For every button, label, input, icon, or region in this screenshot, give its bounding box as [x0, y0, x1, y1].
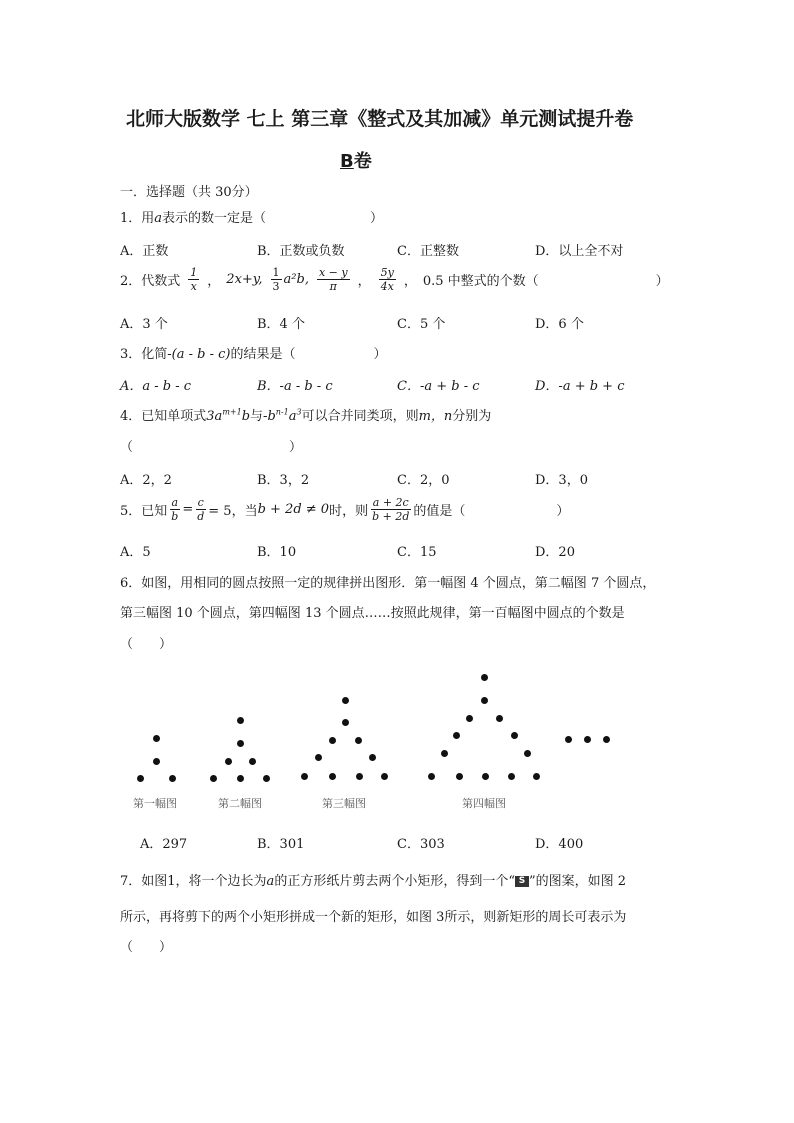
q4-vars: m，n [418, 409, 453, 424]
q1-var: a [154, 211, 163, 226]
fig4-caption: 第四幅图 [462, 797, 506, 810]
q5-option-c[interactable]: C．15 [397, 545, 437, 560]
fig4-dot [508, 773, 515, 780]
question-2: 2．代数式 $\frac{1}{x}$ ， 2x+y, $\frac{1}{3}$ a²b, $\frac{x - y}{\pi}$ ， $\frac{5y}{4x}$ ， 0.5 中整式的个数（ ） [120, 266, 669, 293]
q7-line1-b: 的正方形纸片剪去两个小矩形，得到一个“ [274, 874, 515, 889]
q5-stem-c: 时，则 [329, 504, 369, 519]
q1-option-d[interactable]: D．以上全不对 [535, 244, 624, 259]
fig4-dot [524, 750, 531, 757]
q2-stem: 2．代数式 [120, 274, 181, 289]
q6-line-2: 第三幅图 10 个圆点，第四幅图 13 个圆点……按照此规律，第一百幅图中圆点的个数是 [120, 606, 625, 621]
s-shape-icon: S [515, 876, 529, 887]
q3-option-a[interactable]: A．a - b - c [120, 379, 192, 394]
q2-tail: 0.5 中整式的个数（ ） [422, 274, 669, 289]
q4-option-a[interactable]: A．2，2 [120, 473, 172, 488]
q5-option-a[interactable]: A．5 [120, 545, 151, 560]
q7-line1-a: 7．如图1，将一个边长为 [120, 874, 267, 889]
q7-line1-c: ”的图案，如图 2 [528, 874, 627, 889]
q1-stem-a: 1．用 [120, 211, 155, 226]
fig4-dot [511, 732, 518, 739]
question-4 [120, 405, 491, 424]
fig3-dot [342, 719, 349, 726]
q5-frac-target: $\frac{a + 2c}{b + 2d}$ [372, 496, 410, 523]
q4-stem-b: 可以合并同类项，则 [301, 409, 419, 424]
q5-condition: b + 2d ≠ 0 [257, 502, 330, 517]
q7-line-2: 所示，再将剪下的两个小矩形拼成一个新的矩形，如图 3所示，则新矩形的周长可表示为 [120, 910, 627, 925]
q5-frac-cd: $\frac{c}{d}$ [197, 496, 205, 523]
q2-expr-1: $\frac{1}{x}$ [190, 266, 198, 293]
q3-option-b[interactable]: B．-a - b - c [257, 379, 333, 394]
fig3-caption: 第三幅图 [322, 797, 366, 810]
fig2-dot [263, 775, 270, 782]
q3-option-c[interactable]: C．-a + b - c [397, 379, 480, 394]
q4-option-d[interactable]: D．3，0 [535, 473, 588, 488]
q4-option-b[interactable]: B．3，2 [257, 473, 310, 488]
q6-option-c[interactable]: C．303 [397, 837, 445, 852]
q4-stem-mid: 与 [250, 409, 264, 424]
fig4-dot [496, 715, 503, 722]
q1-stem-b: 表示的数一定是（ ） [162, 211, 384, 226]
ellipsis-dot [565, 736, 572, 743]
q7-var: a [266, 874, 275, 889]
q1-option-b[interactable]: B．正数或负数 [257, 244, 345, 259]
fig3-dot [301, 773, 308, 780]
fig4-dot [481, 697, 488, 704]
fig2-dot [237, 775, 244, 782]
fig1-dot [169, 775, 176, 782]
q3-expr: -(a - b - c) [167, 347, 231, 362]
fig4-dot [441, 750, 448, 757]
fig4-dot [533, 773, 540, 780]
q2-expr-2: 2x+y, [226, 272, 263, 287]
fig4-dot [456, 773, 463, 780]
q5-stem-b: = 5，当 [208, 504, 258, 519]
fig1-dot [137, 775, 144, 782]
q5-frac-ab: $\frac{a}{b}$ [171, 496, 179, 523]
fig3-dot [329, 737, 336, 744]
fig3-dot [355, 737, 362, 744]
fig3-dot [381, 773, 388, 780]
q4-stem-c: 分别为 [452, 409, 492, 424]
q2-option-c[interactable]: C．5 个 [397, 317, 446, 332]
question-5: 5．已知 $\frac{a}{b}$ = $\frac{c}{d}$ = 5，当 b + 2d ≠ 0 时，则 $\frac{a + 2c}{b + 2d}$ 的值是（ ） [120, 496, 570, 523]
fig1-dot [153, 758, 160, 765]
q4-option-c[interactable]: C．2，0 [397, 473, 450, 488]
fig2-dot [237, 740, 244, 747]
q4-stem-a: 4．已知单项式 [120, 409, 207, 424]
fig4-dot [481, 674, 488, 681]
fig2-dot [249, 758, 256, 765]
q3-stem-a: 3．化简 [120, 347, 168, 362]
q4-answer-paren: （ ） [120, 440, 303, 455]
q5-stem-a: 5．已知 [120, 504, 168, 519]
fig2-dot [225, 758, 232, 765]
fig4-dot [428, 773, 435, 780]
volume-suffix: 卷 [353, 151, 372, 172]
q1-option-c[interactable]: C．正整数 [397, 244, 459, 259]
q2-expr-5: $\frac{5y}{4x}$ [380, 266, 394, 293]
fig1-caption: 第一幅图 [133, 797, 177, 810]
fig1-dot [153, 735, 160, 742]
fig3-dot [342, 697, 349, 704]
volume-subtitle [340, 147, 372, 173]
q5-option-b[interactable]: B．10 [257, 545, 297, 560]
volume-letter: B [340, 151, 354, 172]
fig3-dot [356, 773, 363, 780]
section-heading: 一．选择题（共 30分） [120, 185, 258, 200]
q3-stem-b: 的结果是（ ） [230, 347, 387, 362]
q2-option-b[interactable]: B．4 个 [257, 317, 305, 332]
q3-option-d[interactable]: D．-a + b + c [535, 379, 625, 394]
ellipsis-dot [603, 736, 610, 743]
q6-answer-paren: （ ） [120, 637, 173, 652]
q6-option-d[interactable]: D．400 [535, 837, 584, 852]
q2-expr-4: $\frac{x - y}{\pi}$ [318, 266, 348, 293]
question-1 [120, 207, 383, 226]
q7-line-1 [120, 870, 626, 889]
q2-option-d[interactable]: D．6 个 [535, 317, 584, 332]
q4-expr-2: $-b^{n-1}a^3$ [263, 407, 302, 424]
q6-option-b[interactable]: B．301 [257, 837, 305, 852]
q5-option-d[interactable]: D．20 [535, 545, 575, 560]
fig3-dot [329, 773, 336, 780]
fig2-dot [237, 717, 244, 724]
page-title: 北师大版数学 七上 第三章《整式及其加减》单元测试提升卷 [126, 108, 634, 130]
q2-option-a[interactable]: A．3 个 [120, 317, 168, 332]
question-3 [120, 343, 387, 362]
q6-option-a[interactable]: A．297 [140, 837, 188, 852]
q7-answer-paren: （ ） [120, 940, 173, 955]
q1-option-a[interactable]: A．正数 [120, 244, 169, 259]
q4-expr-1: $3a^{m+1}b$ [206, 407, 251, 424]
q6-line-1: 6．如图，用相同的圆点按照一定的规律拼出图形．第一幅图 4 个圆点，第二幅图 7 个圆点， [120, 576, 656, 591]
fig3-dot [315, 754, 322, 761]
ellipsis-dot [584, 736, 591, 743]
fig4-dot [482, 773, 489, 780]
fig2-caption: 第二幅图 [218, 797, 262, 810]
q5-stem-d: 的值是（ ） [413, 504, 570, 519]
fig4-dot [453, 732, 460, 739]
q2-expr-3: $\frac{1}{3}$ a²b, [272, 266, 309, 293]
fig3-dot [369, 754, 376, 761]
fig4-dot [466, 715, 473, 722]
fig2-dot [210, 775, 217, 782]
